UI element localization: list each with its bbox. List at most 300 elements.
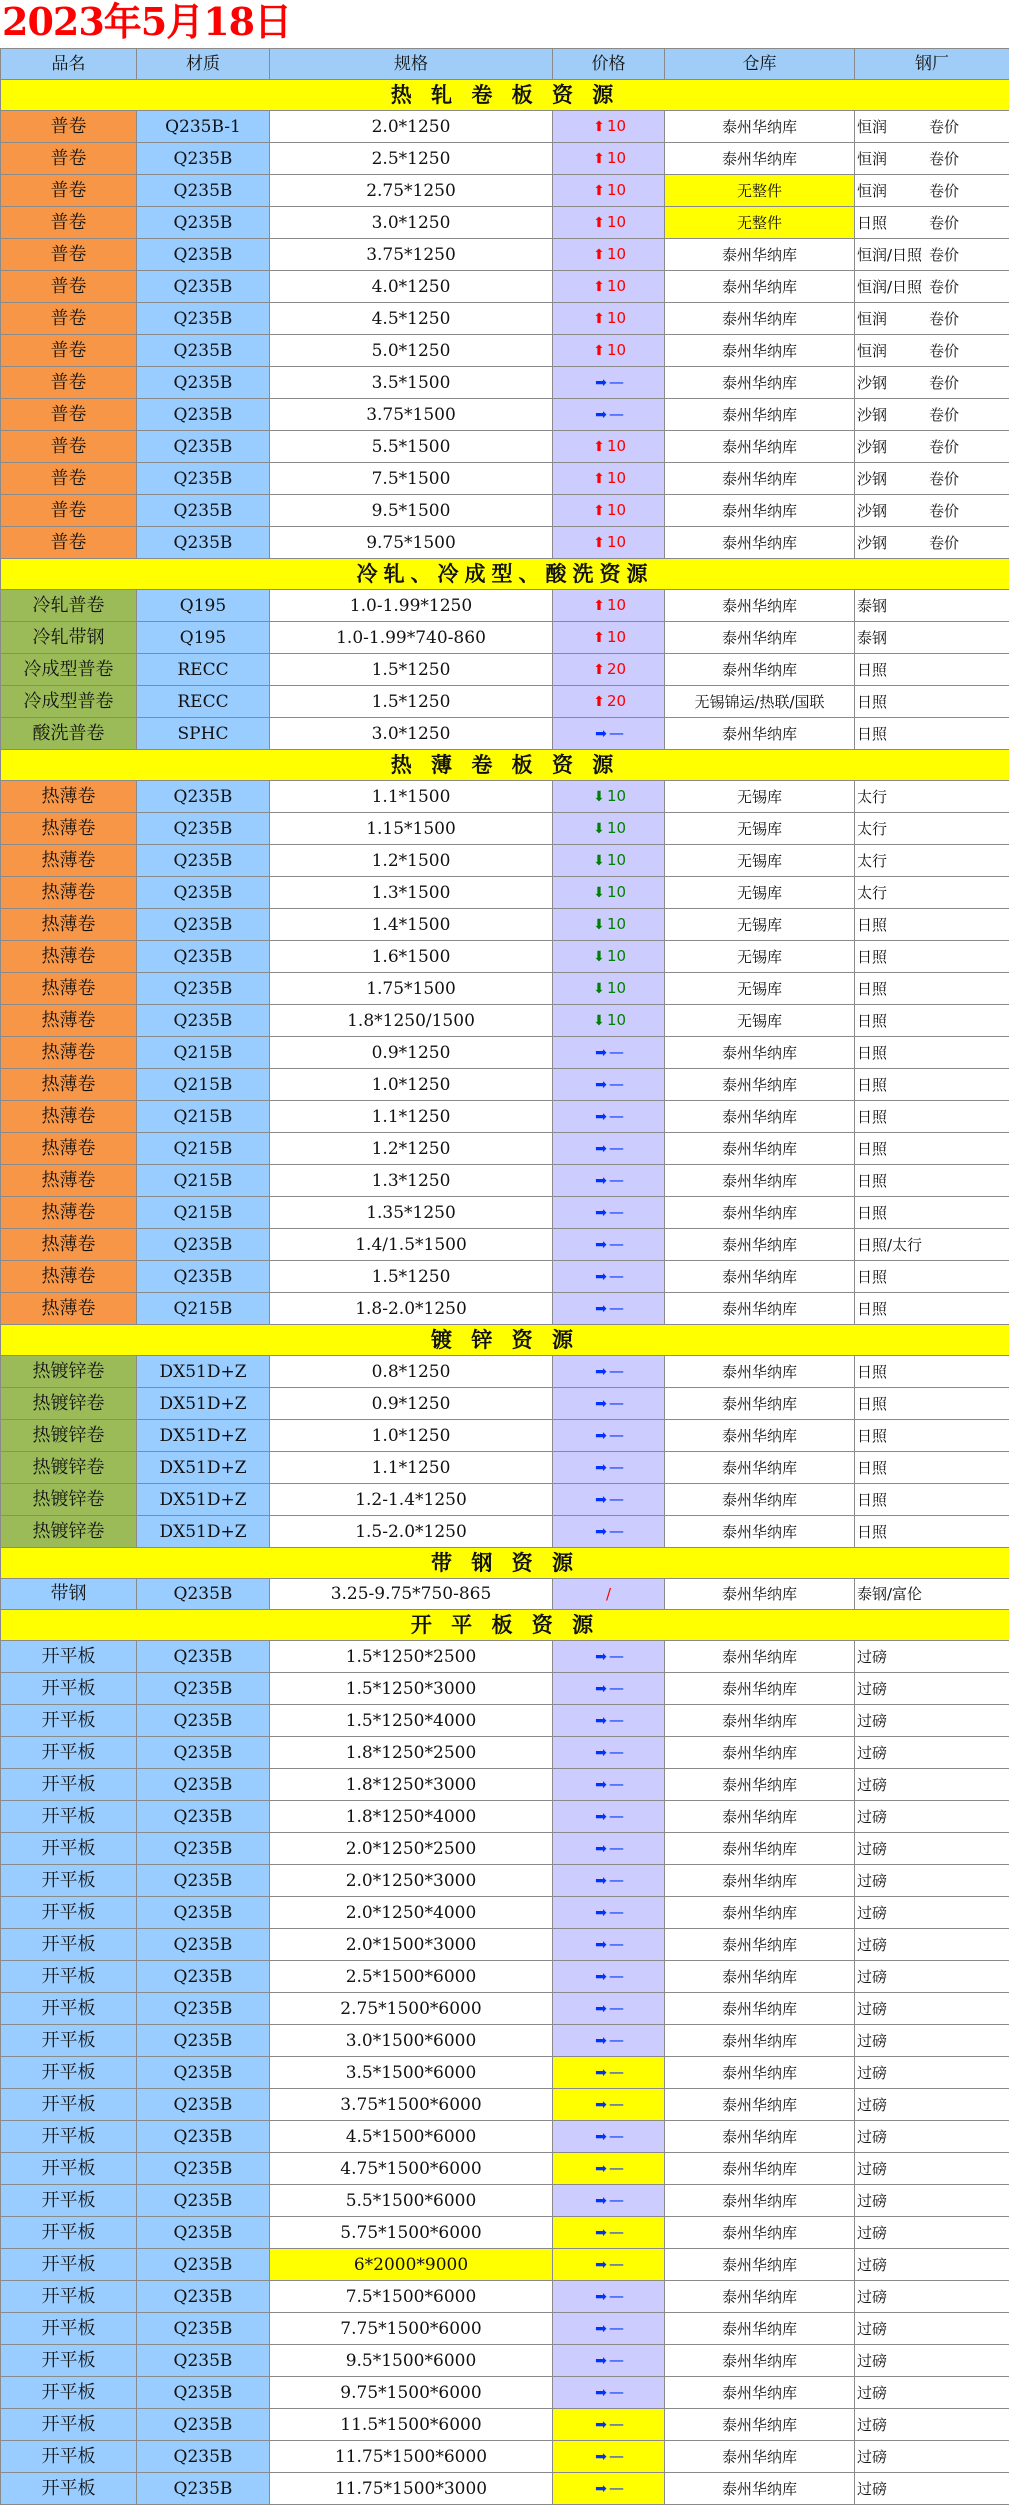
mill-cell <box>855 2281 1009 2313</box>
product-name-cell: 开平板 <box>1 2217 137 2249</box>
mill-name: 太行 <box>857 846 929 876</box>
price-change-value: — <box>609 2415 624 2433</box>
table-row <box>1 718 1009 750</box>
spec-cell: 2.0*1250*4000 <box>270 1897 553 1929</box>
trend-right-arrow-icon: ➡ <box>593 1198 609 1228</box>
spec-cell: 1.5*1250 <box>270 1261 553 1293</box>
price-basis-note: 卷价 <box>929 368 959 398</box>
mill-name: 过磅 <box>857 1674 929 1704</box>
product-name-cell: 热镀锌卷 <box>1 1484 137 1516</box>
warehouse-cell: 泰州华纳库 <box>665 1420 855 1452</box>
price-change-value: 10 <box>607 787 626 805</box>
mill-cell <box>855 1420 1009 1452</box>
trend-right-arrow-icon: ➡ <box>593 1102 609 1132</box>
product-name-cell: 热薄卷 <box>1 909 137 941</box>
price-change-cell <box>553 1133 665 1165</box>
spec-cell: 2.0*1250*2500 <box>270 1833 553 1865</box>
mill-cell <box>855 239 1009 271</box>
product-name-cell: 普卷 <box>1 527 137 559</box>
spec-cell: 1.5-2.0*1250 <box>270 1516 553 1548</box>
product-name-cell: 普卷 <box>1 111 137 143</box>
price-change-value: 10 <box>607 309 626 327</box>
trend-right-arrow-icon: ➡ <box>593 2474 609 2504</box>
price-change-value: — <box>609 1458 624 1476</box>
price-change-cell <box>553 2473 665 2505</box>
spec-cell: 11.75*1500*3000 <box>270 2473 553 2505</box>
material-cell: DX51D+Z <box>137 1484 270 1516</box>
mill-cell <box>855 271 1009 303</box>
warehouse-cell: 泰州华纳库 <box>665 2185 855 2217</box>
price-change-value: — <box>609 2383 624 2401</box>
mill-name: 日照 <box>857 1262 929 1292</box>
product-name-cell: 普卷 <box>1 143 137 175</box>
section-title: 热 轧 卷 板 资 源 <box>1 80 1009 111</box>
price-change-cell <box>553 973 665 1005</box>
trend-down-arrow-icon: ⬇ <box>591 1006 607 1036</box>
product-name-cell: 开平板 <box>1 2153 137 2185</box>
spec-cell: 1.0*1250 <box>270 1420 553 1452</box>
mill-name: 日照 <box>857 687 929 717</box>
price-change-value: 10 <box>607 469 626 487</box>
trend-right-arrow-icon: ➡ <box>593 1802 609 1832</box>
material-cell: Q235B <box>137 1737 270 1769</box>
table-row <box>1 1069 1009 1101</box>
price-change-cell <box>553 1005 665 1037</box>
price-change-cell <box>553 2249 665 2281</box>
price-change-cell <box>553 877 665 909</box>
price-change-value: — <box>609 1711 624 1729</box>
trend-right-arrow-icon: ➡ <box>593 1834 609 1864</box>
mill-name: 恒润/日照 <box>857 272 929 302</box>
mill-cell <box>855 1229 1009 1261</box>
product-name-cell: 热薄卷 <box>1 1165 137 1197</box>
trend-right-arrow-icon: ➡ <box>593 1421 609 1451</box>
mill-cell <box>855 2249 1009 2281</box>
section-header-row <box>1 1610 1009 1641</box>
mill-name: 泰钢/富伦 <box>857 1579 929 1609</box>
spec-cell: 3.0*1500*6000 <box>270 2025 553 2057</box>
price-change-value: — <box>609 2191 624 2209</box>
product-name-cell: 普卷 <box>1 463 137 495</box>
table-row <box>1 2281 1009 2313</box>
table-row <box>1 1865 1009 1897</box>
mill-name: 过磅 <box>857 1898 929 1928</box>
mill-name: 日照 <box>857 1357 929 1387</box>
material-cell: Q235B-1 <box>137 111 270 143</box>
price-change-cell <box>553 654 665 686</box>
mill-cell <box>855 207 1009 239</box>
product-name-cell: 开平板 <box>1 2345 137 2377</box>
material-cell: DX51D+Z <box>137 1388 270 1420</box>
mill-cell <box>855 590 1009 622</box>
trend-down-arrow-icon: ⬇ <box>591 782 607 812</box>
product-name-cell: 开平板 <box>1 2057 137 2089</box>
material-cell: Q235B <box>137 1865 270 1897</box>
table-row <box>1 527 1009 559</box>
mill-cell <box>855 718 1009 750</box>
mill-name: 过磅 <box>857 1930 929 1960</box>
mill-name: 日照 <box>857 1421 929 1451</box>
mill-cell <box>855 1961 1009 1993</box>
mill-cell <box>855 495 1009 527</box>
table-row <box>1 1961 1009 1993</box>
warehouse-cell: 泰州华纳库 <box>665 527 855 559</box>
mill-cell <box>855 1293 1009 1325</box>
material-cell: Q235B <box>137 909 270 941</box>
material-cell: Q235B <box>137 2025 270 2057</box>
price-change-value: — <box>609 2287 624 2305</box>
table-row <box>1 1197 1009 1229</box>
material-cell: RECC <box>137 686 270 718</box>
price-change-value: 10 <box>607 628 626 646</box>
warehouse-cell: 无整件 <box>665 207 855 239</box>
mill-name: 沙钢 <box>857 368 929 398</box>
material-cell: Q235B <box>137 1993 270 2025</box>
mill-cell <box>855 1579 1009 1610</box>
material-cell: DX51D+Z <box>137 1356 270 1388</box>
trend-right-arrow-icon: ➡ <box>593 1485 609 1515</box>
material-cell: Q235B <box>137 1261 270 1293</box>
price-basis-note: 卷价 <box>929 208 959 238</box>
warehouse-cell: 泰州华纳库 <box>665 1737 855 1769</box>
price-change-cell <box>553 686 665 718</box>
mill-name: 过磅 <box>857 1802 929 1832</box>
material-cell: Q235B <box>137 303 270 335</box>
price-change-value: — <box>609 1839 624 1857</box>
table-row <box>1 877 1009 909</box>
material-cell: DX51D+Z <box>137 1516 270 1548</box>
product-name-cell: 冷轧带钢 <box>1 622 137 654</box>
price-change-cell <box>553 175 665 207</box>
material-cell: Q235B <box>137 1229 270 1261</box>
spec-cell: 1.4*1500 <box>270 909 553 941</box>
price-change-value: — <box>609 1362 624 1380</box>
price-change-value: — <box>609 1139 624 1157</box>
price-change-cell <box>553 1197 665 1229</box>
trend-up-arrow-icon: ⬆ <box>591 432 607 462</box>
price-basis-note: 卷价 <box>929 528 959 558</box>
table-row <box>1 2441 1009 2473</box>
table-row <box>1 495 1009 527</box>
material-cell: Q235B <box>137 941 270 973</box>
mill-name: 日照 <box>857 1389 929 1419</box>
mill-cell <box>855 781 1009 813</box>
trend-right-arrow-icon: ➡ <box>593 2186 609 2216</box>
material-cell: Q235B <box>137 2249 270 2281</box>
table-row <box>1 1101 1009 1133</box>
warehouse-cell: 泰州华纳库 <box>665 2441 855 2473</box>
price-change-cell <box>553 1101 665 1133</box>
material-cell: Q235B <box>137 2441 270 2473</box>
spec-cell: 3.0*1250 <box>270 718 553 750</box>
trend-right-arrow-icon: ➡ <box>593 2218 609 2248</box>
mill-name: 日照 <box>857 974 929 1004</box>
spec-cell: 1.8-2.0*1250 <box>270 1293 553 1325</box>
header-spec: 规格 <box>270 49 553 80</box>
price-change-value: 10 <box>607 181 626 199</box>
section-header-row <box>1 1548 1009 1579</box>
warehouse-cell: 泰州华纳库 <box>665 2313 855 2345</box>
warehouse-cell: 泰州华纳库 <box>665 1069 855 1101</box>
trend-up-arrow-icon: ⬆ <box>591 655 607 685</box>
spec-cell: 3.75*1500 <box>270 399 553 431</box>
price-change-value: — <box>609 1490 624 1508</box>
price-change-value: 10 <box>607 819 626 837</box>
price-change-value: 10 <box>607 883 626 901</box>
price-change-cell <box>553 1993 665 2025</box>
product-name-cell: 普卷 <box>1 399 137 431</box>
material-cell: Q235B <box>137 2185 270 2217</box>
table-row <box>1 622 1009 654</box>
warehouse-cell: 泰州华纳库 <box>665 303 855 335</box>
trend-right-arrow-icon: ➡ <box>593 2314 609 2344</box>
material-cell: Q235B <box>137 143 270 175</box>
material-cell: Q235B <box>137 175 270 207</box>
warehouse-cell: 泰州华纳库 <box>665 239 855 271</box>
price-change-value: 10 <box>607 533 626 551</box>
mill-cell <box>855 1356 1009 1388</box>
material-cell: Q215B <box>137 1133 270 1165</box>
price-change-cell <box>553 207 665 239</box>
trend-right-arrow-icon: ➡ <box>593 1230 609 1260</box>
material-cell: Q235B <box>137 527 270 559</box>
mill-cell <box>855 1929 1009 1961</box>
price-change-value: — <box>609 1999 624 2017</box>
table-row <box>1 1801 1009 1833</box>
price-change-value: — <box>609 1647 624 1665</box>
product-name-cell: 热薄卷 <box>1 1037 137 1069</box>
price-change-cell <box>553 1579 665 1610</box>
material-cell: Q235B <box>137 845 270 877</box>
trend-up-arrow-icon: ⬆ <box>591 176 607 206</box>
trend-down-arrow-icon: ⬇ <box>591 910 607 940</box>
product-name-cell: 普卷 <box>1 239 137 271</box>
price-change-cell <box>553 2217 665 2249</box>
price-change-cell <box>553 111 665 143</box>
price-change-cell <box>553 2345 665 2377</box>
trend-right-arrow-icon: ➡ <box>593 1294 609 1324</box>
mill-name: 过磅 <box>857 2058 929 2088</box>
price-change-value: — <box>609 2159 624 2177</box>
material-cell: Q235B <box>137 813 270 845</box>
spec-cell: 2.0*1250 <box>270 111 553 143</box>
warehouse-cell: 泰州华纳库 <box>665 2089 855 2121</box>
material-cell: Q235B <box>137 1769 270 1801</box>
table-row <box>1 111 1009 143</box>
warehouse-cell: 泰州华纳库 <box>665 1356 855 1388</box>
price-change-cell <box>553 271 665 303</box>
trend-up-arrow-icon: ⬆ <box>591 687 607 717</box>
price-change-cell <box>553 1801 665 1833</box>
price-change-cell <box>553 2281 665 2313</box>
warehouse-cell: 泰州华纳库 <box>665 2217 855 2249</box>
product-name-cell: 热镀锌卷 <box>1 1516 137 1548</box>
warehouse-cell: 泰州华纳库 <box>665 2249 855 2281</box>
mill-cell <box>855 1165 1009 1197</box>
header-price: 价格 <box>553 49 665 80</box>
price-change-cell <box>553 303 665 335</box>
price-basis-note: 卷价 <box>929 400 959 430</box>
warehouse-cell: 无锡库 <box>665 813 855 845</box>
product-name-cell: 开平板 <box>1 2409 137 2441</box>
material-cell: Q235B <box>137 2217 270 2249</box>
price-change-cell <box>553 1673 665 1705</box>
mill-cell <box>855 1484 1009 1516</box>
warehouse-cell: 泰州华纳库 <box>665 2473 855 2505</box>
material-cell: Q235B <box>137 2057 270 2089</box>
price-change-value: — <box>609 1171 624 1189</box>
table-row <box>1 175 1009 207</box>
table-row <box>1 2249 1009 2281</box>
table-row <box>1 2057 1009 2089</box>
spec-cell: 7.75*1500*6000 <box>270 2313 553 2345</box>
table-row <box>1 654 1009 686</box>
mill-cell <box>855 845 1009 877</box>
spec-cell: 4.5*1500*6000 <box>270 2121 553 2153</box>
warehouse-cell: 泰州华纳库 <box>665 622 855 654</box>
table-row <box>1 1484 1009 1516</box>
price-change-cell <box>553 2025 665 2057</box>
price-basis-note: 卷价 <box>929 272 959 302</box>
spec-cell: 1.2*1250 <box>270 1133 553 1165</box>
price-change-cell <box>553 718 665 750</box>
price-change-cell <box>553 367 665 399</box>
material-cell: Q235B <box>137 1005 270 1037</box>
product-name-cell: 开平板 <box>1 1993 137 2025</box>
header-row <box>1 49 1009 80</box>
mill-name: 沙钢 <box>857 528 929 558</box>
mill-cell <box>855 175 1009 207</box>
table-row <box>1 1737 1009 1769</box>
table-row <box>1 1897 1009 1929</box>
material-cell: Q235B <box>137 463 270 495</box>
price-change-value: 20 <box>607 660 626 678</box>
warehouse-cell: 泰州华纳库 <box>665 335 855 367</box>
spec-cell: 3.5*1500 <box>270 367 553 399</box>
price-change-value: — <box>609 1267 624 1285</box>
price-change-cell <box>553 622 665 654</box>
mill-cell <box>855 1993 1009 2025</box>
warehouse-cell: 泰州华纳库 <box>665 367 855 399</box>
price-change-value: — <box>609 1807 624 1825</box>
price-change-value: — <box>609 2447 624 2465</box>
warehouse-cell: 泰州华纳库 <box>665 1037 855 1069</box>
price-basis-note: 卷价 <box>929 176 959 206</box>
price-change-value: 10 <box>607 1011 626 1029</box>
mill-cell <box>855 941 1009 973</box>
material-cell: Q235B <box>137 2313 270 2345</box>
price-change-cell <box>553 1929 665 1961</box>
mill-cell <box>855 2153 1009 2185</box>
price-change-value: — <box>609 1935 624 1953</box>
mill-name: 过磅 <box>857 1770 929 1800</box>
table-row <box>1 2377 1009 2409</box>
price-change-value: 10 <box>607 596 626 614</box>
price-change-value: — <box>609 1299 624 1317</box>
trend-up-arrow-icon: ⬆ <box>591 112 607 142</box>
mill-name: 太行 <box>857 782 929 812</box>
table-row <box>1 973 1009 1005</box>
warehouse-cell: 无锡库 <box>665 1005 855 1037</box>
material-cell: Q235B <box>137 2281 270 2313</box>
warehouse-cell: 泰州华纳库 <box>665 271 855 303</box>
price-change-value: — <box>609 1871 624 1889</box>
warehouse-cell: 泰州华纳库 <box>665 2345 855 2377</box>
mill-name: 日照 <box>857 1517 929 1547</box>
price-change-cell <box>553 845 665 877</box>
trend-right-arrow-icon: ➡ <box>593 2282 609 2312</box>
product-name-cell: 普卷 <box>1 335 137 367</box>
material-cell: Q235B <box>137 495 270 527</box>
product-name-cell: 热薄卷 <box>1 941 137 973</box>
mill-name: 过磅 <box>857 2218 929 2248</box>
mill-name: 恒润 <box>857 336 929 366</box>
mill-cell <box>855 1737 1009 1769</box>
warehouse-cell: 泰州华纳库 <box>665 1929 855 1961</box>
spec-cell: 0.9*1250 <box>270 1388 553 1420</box>
mill-name: 过磅 <box>857 2346 929 2376</box>
spec-cell: 9.5*1500 <box>270 495 553 527</box>
price-change-cell <box>553 909 665 941</box>
table-row <box>1 2153 1009 2185</box>
table-row <box>1 1037 1009 1069</box>
price-change-cell <box>553 1737 665 1769</box>
mill-cell <box>855 1101 1009 1133</box>
product-name-cell: 热薄卷 <box>1 1261 137 1293</box>
mill-cell <box>855 367 1009 399</box>
price-change-cell <box>553 1356 665 1388</box>
trend-down-arrow-icon: ⬇ <box>591 814 607 844</box>
section-title: 镀 锌 资 源 <box>1 1325 1009 1356</box>
price-change-cell <box>553 590 665 622</box>
price-change-cell <box>553 1769 665 1801</box>
mill-cell <box>855 2441 1009 2473</box>
price-change-cell <box>553 2153 665 2185</box>
section-header-row <box>1 1325 1009 1356</box>
mill-cell <box>855 2217 1009 2249</box>
spec-cell: 2.0*1250*3000 <box>270 1865 553 1897</box>
product-name-cell: 热镀锌卷 <box>1 1388 137 1420</box>
material-cell: Q235B <box>137 2089 270 2121</box>
warehouse-cell: 泰州华纳库 <box>665 1484 855 1516</box>
mill-name: 日照 <box>857 942 929 972</box>
price-change-cell <box>553 1865 665 1897</box>
material-cell: Q235B <box>137 2377 270 2409</box>
material-cell: Q195 <box>137 622 270 654</box>
trend-right-arrow-icon: ➡ <box>593 2122 609 2152</box>
spec-cell: 1.5*1250 <box>270 686 553 718</box>
spec-cell: 1.1*1250 <box>270 1452 553 1484</box>
table-row <box>1 1929 1009 1961</box>
mill-name: 过磅 <box>857 2154 929 2184</box>
spec-cell: 1.1*1500 <box>270 781 553 813</box>
warehouse-cell: 泰州华纳库 <box>665 1261 855 1293</box>
mill-name: 恒润 <box>857 176 929 206</box>
trend-right-arrow-icon: ➡ <box>593 1642 609 1672</box>
material-cell: Q235B <box>137 2121 270 2153</box>
spec-cell: 5.5*1500*6000 <box>270 2185 553 2217</box>
warehouse-cell: 泰州华纳库 <box>665 1673 855 1705</box>
spec-cell: 3.0*1250 <box>270 207 553 239</box>
warehouse-cell: 泰州华纳库 <box>665 1579 855 1610</box>
price-table-body <box>1 49 1009 2505</box>
mill-name: 恒润 <box>857 304 929 334</box>
table-row <box>1 1005 1009 1037</box>
spec-cell: 1.75*1500 <box>270 973 553 1005</box>
price-change-cell <box>553 399 665 431</box>
mill-name: 日照/太行 <box>857 1230 929 1260</box>
warehouse-cell: 泰州华纳库 <box>665 399 855 431</box>
